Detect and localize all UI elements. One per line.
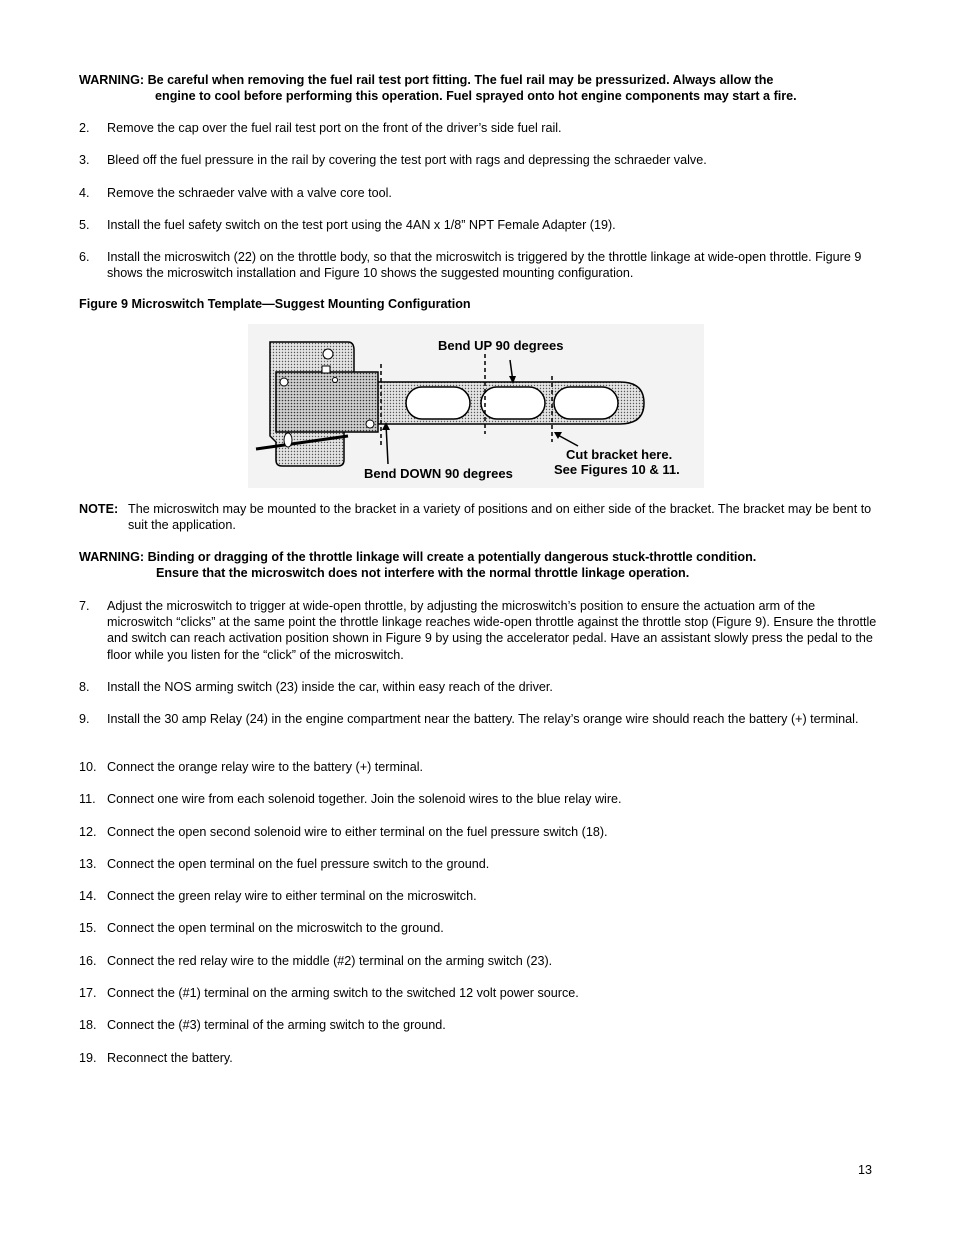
mounting-hole (333, 378, 338, 383)
step-text: Connect the (#1) terminal on the arming switch to the switched 12 volt power source. (107, 986, 579, 1000)
step-number: 13. (79, 857, 97, 871)
mounting-hole (323, 349, 333, 359)
step-text: Install the fuel safety switch on the test port using the 4AN x 1/8” NPT Female Adapter (19). (107, 218, 616, 232)
step-text: Connect the orange relay wire to the battery (+) terminal. (107, 760, 424, 774)
bracket-slot (406, 387, 470, 419)
mounting-hole (366, 420, 374, 428)
step-item (79, 598, 879, 663)
step-number: 18. (79, 1018, 97, 1032)
step-number: 8. (79, 680, 90, 694)
bend-up-label: Bend UP 90 degrees (438, 338, 564, 353)
step-text: Install the NOS arming switch (23) inside the car, within easy reach of the driver. (107, 680, 553, 694)
warning-text-line-1: Binding or dragging of the throttle linkage will create a potentially dangerous stuck-throttle condition. (147, 550, 757, 564)
step-number: 12. (79, 825, 97, 839)
step-text: Bleed off the fuel pressure in the rail by covering the test port with rags and depressing the schraeder valve. (107, 153, 707, 167)
warning-line-1 (79, 549, 879, 565)
step-item (79, 759, 879, 775)
warning-label: WARNING: (79, 73, 145, 87)
step-item (79, 953, 879, 969)
step-number: 15. (79, 921, 97, 935)
warning-text-line-2: Ensure that the microswitch does not interfere with the normal throttle linkage operation. (156, 566, 690, 581)
step-number: 14. (79, 889, 97, 903)
step-item (79, 185, 879, 201)
warning-text-line-2: engine to cool before performing this operation. Fuel sprayed onto hot engine components may start a fire. (155, 89, 797, 104)
step-text: Remove the schraeder valve with a valve core tool. (107, 186, 392, 200)
step-number: 16. (79, 954, 97, 968)
cut-bracket-label-1: Cut bracket here. (566, 447, 673, 462)
step-number: 6. (79, 250, 90, 264)
bracket-slot (481, 387, 545, 419)
step-text: Adjust the microswitch to trigger at wide-open throttle, by adjusting the microswitch’s position to ensure the actuation arm of the microswitch “clicks” at the same point the throttle linkage reaches wide-open throttle against the throttle stop (Figure 9). Ensure the throttle and switch can reach activation position shown in Figure 9 by using the accelerator pedal. Have an assistant slowly press the pedal to the floor while you listen for the “click” of the microswitch. (107, 599, 877, 662)
step-item (79, 120, 879, 136)
step-item (79, 679, 879, 695)
step-item (79, 1017, 879, 1033)
bend-down-label: Bend DOWN 90 degrees (364, 466, 513, 481)
bracket-slot (554, 387, 618, 419)
step-text: Install the microswitch (22) on the throttle body, so that the microswitch is triggered by the throttle linkage at wide-open throttle. Figure 9 shows the microswitch installation and Figure 10 shows the suggested mounting configuration. (107, 250, 862, 281)
microswitch-body (276, 372, 378, 432)
step-item (79, 152, 879, 168)
throttle-warning (79, 549, 879, 581)
step-number: 17. (79, 986, 97, 1000)
step-item (79, 824, 879, 840)
warning-label: WARNING: (79, 550, 145, 564)
step-item (79, 217, 879, 233)
note-text: The microswitch may be mounted to the bracket in a variety of positions and on either side of the bracket. The bracket may be bent to suit the application. (128, 502, 872, 533)
step-number: 2. (79, 121, 90, 135)
step-text: Connect one wire from each solenoid together. Join the solenoid wires to the blue relay wire. (107, 792, 622, 806)
fuel-rail-warning (79, 72, 879, 104)
mounting-note (79, 501, 879, 533)
step-item (79, 856, 879, 872)
step-text: Connect the open second solenoid wire to either terminal on the fuel pressure switch (18). (107, 825, 608, 839)
warning-text-line-1: Be careful when removing the fuel rail test port fitting. The fuel rail may be pressurized. Always allow the (147, 73, 774, 87)
roller (284, 433, 292, 447)
step-item (79, 888, 879, 904)
step-number: 3. (79, 153, 90, 167)
microswitch-plunger (322, 366, 330, 373)
figure-caption: Figure 9 Microswitch Template—Suggest Mounting Configuration (79, 297, 471, 311)
step-item (79, 711, 879, 727)
step-text: Connect the open terminal on the fuel pressure switch to the ground. (107, 857, 490, 871)
step-number: 9. (79, 712, 90, 726)
note-label: NOTE: (79, 502, 119, 516)
step-text: Connect the open terminal on the microswitch to the ground. (107, 921, 444, 935)
step-text: Connect the (#3) terminal of the arming switch to the ground. (107, 1018, 446, 1032)
step-item (79, 920, 879, 936)
step-number: 19. (79, 1051, 97, 1065)
step-number: 5. (79, 218, 90, 232)
warning-line-1 (79, 72, 879, 88)
step-number: 10. (79, 760, 97, 774)
step-text: Remove the cap over the fuel rail test port on the front of the driver’s side fuel rail. (107, 121, 562, 135)
step-number: 11. (79, 792, 96, 806)
step-text: Connect the red relay wire to the middle (#2) terminal on the arming switch (23). (107, 954, 553, 968)
cut-bracket-label-2: See Figures 10 & 11. (554, 462, 680, 477)
step-text: Connect the green relay wire to either terminal on the microswitch. (107, 889, 477, 903)
step-number: 7. (79, 599, 90, 613)
step-text: Reconnect the battery. (107, 1051, 233, 1065)
step-item (79, 249, 879, 281)
step-item (79, 985, 879, 1001)
page-number: 13 (858, 1163, 873, 1177)
mounting-hole (280, 378, 288, 386)
step-text: Install the 30 amp Relay (24) in the engine compartment near the battery. The relay’s orange wire should reach the battery (+) terminal. (107, 712, 859, 726)
step-number: 4. (79, 186, 90, 200)
microswitch-template-figure (248, 324, 704, 488)
step-item (79, 1050, 879, 1066)
step-item (79, 791, 879, 807)
